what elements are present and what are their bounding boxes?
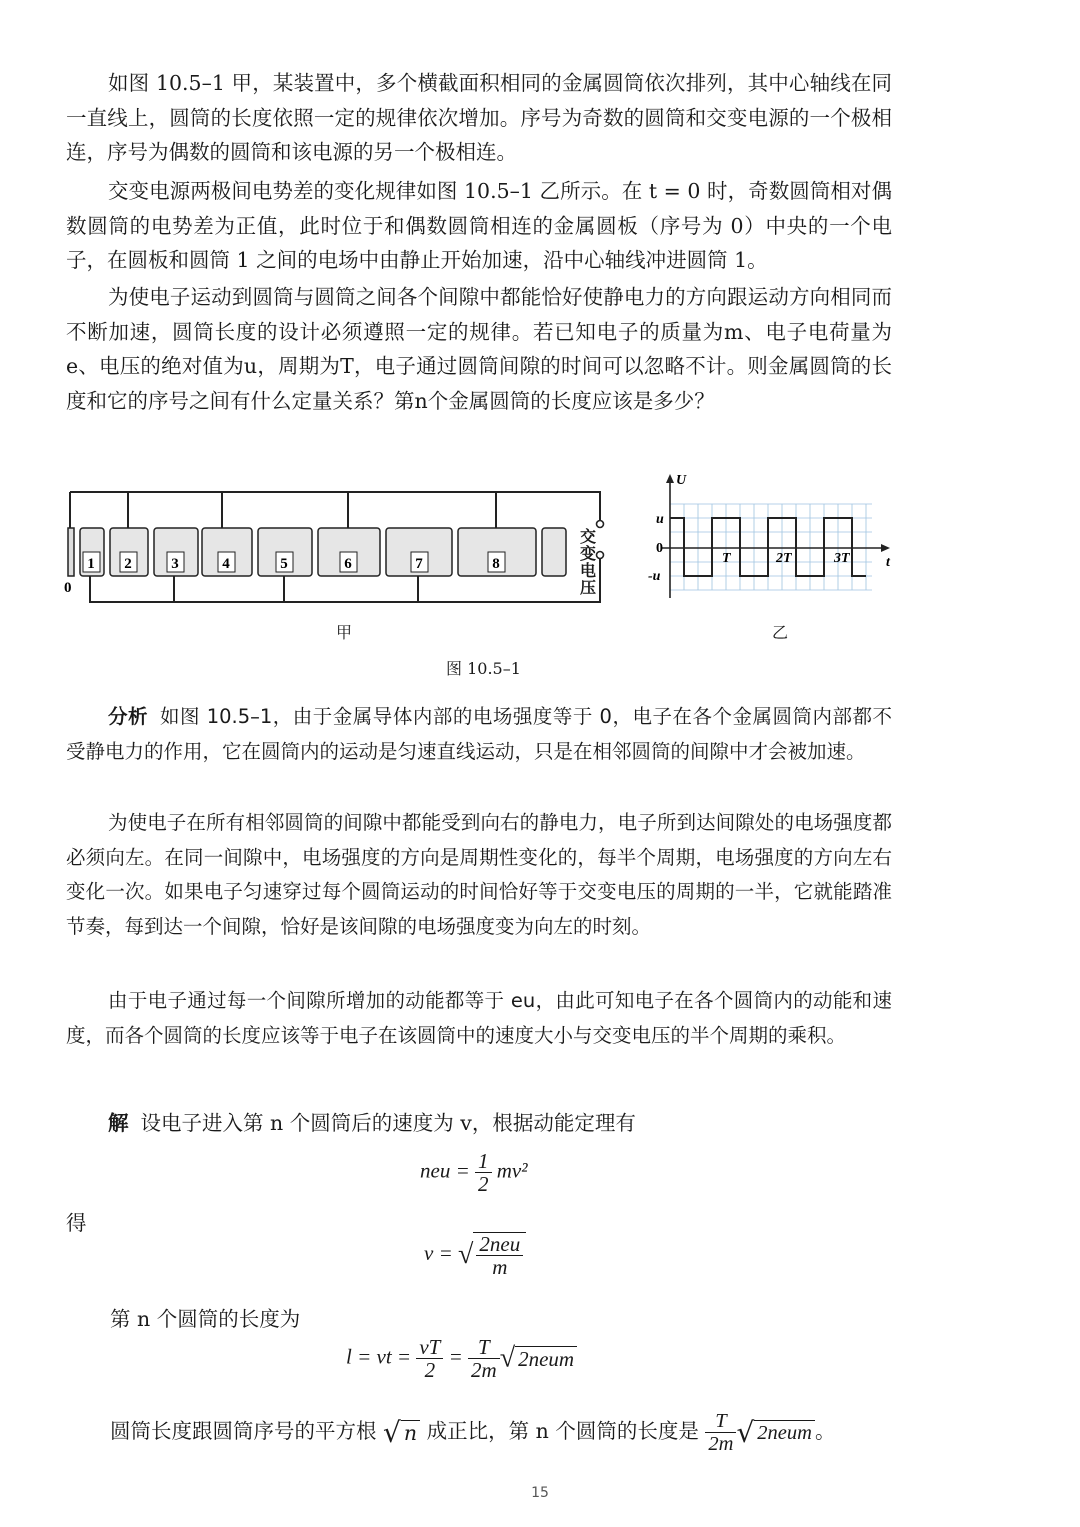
analysis-paragraph-3: 由于电子通过每一个间隙所增加的动能都等于 eu，由此可知电子在各个圆筒内的动能和速度，而各个圆筒的长度应该等于电子在该圆筒中的速度大小与交变电压的半个周期的乘积。 (66, 989, 892, 1047)
sqrt-icon: √ (383, 1416, 401, 1449)
cylinder-label-6: 6 (344, 556, 352, 572)
label-yi: 乙 (772, 623, 789, 642)
eq1-numerator: 1 (475, 1150, 492, 1173)
label-jia: 甲 (336, 623, 353, 642)
analysis-text-1: 如图 10.5–1，由于金属导体内部的电场强度等于 0，电子在各个金属圆筒内部都不受静电力的作用，它在圆筒内的运动是匀速直线运动，只是在相邻圆筒的间隙中才会被加速。 (66, 705, 892, 763)
tick-label-2T: 2T (776, 551, 792, 566)
conclusion-end: 。 (814, 1419, 836, 1443)
square-wave (670, 518, 866, 576)
sqrt-icon: √ (736, 1416, 755, 1449)
eq1-left: neu = (420, 1158, 470, 1183)
plate-0 (68, 528, 74, 576)
solution-intro-text: 设电子进入第 n 个圆筒后的速度为 v，根据动能定理有 (140, 1111, 636, 1135)
conclusion-part-a: 圆筒长度跟圆筒序号的平方根 (110, 1419, 377, 1443)
eq3-radicand: 2neum (515, 1346, 577, 1371)
level-neg-u-label: -u (648, 569, 661, 584)
equation-kinetic-energy (420, 1150, 528, 1195)
eq3-denominator-1: 2 (424, 1358, 436, 1382)
length-intro: 第 n 个圆筒的长度为 (110, 1307, 301, 1331)
plate-label-0: 0 (64, 580, 72, 596)
eq3-left: l = vt = (346, 1344, 412, 1369)
sqrt-icon: √ (458, 1239, 474, 1270)
cylinder-label-1: 1 (87, 556, 95, 572)
eq3-numerator-1: vT (416, 1336, 443, 1359)
equation-length (346, 1336, 577, 1381)
problem-paragraph-1: 如图 10.5–1 甲，某装置中，多个横截面积相同的金属圆筒依次排列，其中心轴线在同一直线上，圆筒的长度依照一定的规律依次增加。序号为奇数的圆筒和交变电源的一个极相连，序号为偶数的圆筒和该电源的另一个极相连。 (66, 71, 892, 164)
level-u-label: u (656, 512, 664, 527)
conclusion (110, 1410, 835, 1455)
eq2-left: v = (424, 1240, 453, 1265)
eq3-equals: = (448, 1344, 463, 1369)
equation-velocity (424, 1232, 526, 1278)
figure-jia-cylinders (60, 480, 620, 640)
problem-paragraph-2: 交变电源两极间电势差的变化规律如图 10.5–1 乙所示。在 t = 0 时，奇数圆筒相对偶数圆筒的电势差为正值，此时位于和偶数圆筒相连的金属圆板（序号为 0）中央的一个电子，在圆板和圆筒 1 之间的电场中由静止开始加速，沿中心轴线冲进圆筒 1。 (66, 179, 892, 272)
figure-caption: 图 10.5–1 (446, 659, 521, 678)
eq1-right: mv² (496, 1158, 528, 1183)
source-label: 交变电压 (580, 527, 597, 597)
conclusion-radicand: n (401, 1420, 420, 1445)
cylinder-label-7: 7 (415, 556, 423, 572)
eq3-denominator-2: 2m (471, 1358, 497, 1382)
conclusion-denominator: 2m (708, 1433, 734, 1455)
conclusion-radicand-2: 2neum (754, 1420, 815, 1445)
origin-label: 0 (656, 541, 663, 556)
axis-y-label: U (676, 473, 687, 488)
analysis-paragraph-2: 为使电子在所有相邻圆筒的间隙中都能受到向右的静电力，电子所到达间隙处的电场强度都必须向左。在同一间隙中，电场强度的方向是周期性变化的，每半个周期，电场强度的方向左右变化一次。如果电子匀速穿过每个圆筒运动的时间恰好等于交变电压的周期的一半，它就能踏准节奏，每到达一个间隙，恰好是该间隙的电场强度变为向左的时刻。 (66, 811, 892, 938)
problem-paragraph-3: 为使电子运动到圆筒与圆筒之间各个间隙中都能恰好使静电力的方向跟运动方向相同而不断加速，圆筒长度的设计必须遵照一定的规律。若已知电子的质量为m、电子电荷量为e、电压的绝对值为u，周期为T，电子通过圆筒间隙的时间可以忽略不计。则金属圆筒的长度和它的序号之间有什么定量关系？第n个金属圆筒的长度应该是多少？ (66, 285, 892, 413)
eq3-numerator-2: T (468, 1336, 500, 1359)
sqrt-icon: √ (499, 1342, 516, 1374)
axis-x-label: t (886, 555, 890, 570)
page-number: 15 (531, 1485, 549, 1501)
conclusion-numerator: T (705, 1410, 736, 1433)
eq2-numerator: 2neu (476, 1233, 523, 1256)
figure-yi-voltage-graph (640, 468, 900, 598)
cylinder-label-2: 2 (124, 556, 132, 572)
tick-label-3T: 3T (834, 551, 850, 566)
cylinder-label-8: 8 (492, 556, 500, 572)
eq1-denominator: 2 (478, 1172, 489, 1196)
solution-intro (66, 1106, 892, 1141)
analysis-heading: 分析 (108, 705, 149, 728)
tick-label-T: T (722, 551, 731, 566)
cylinder-label-5: 5 (280, 556, 288, 572)
cylinder-label-4: 4 (222, 556, 230, 572)
conclusion-part-b: 成正比，第 n 个圆筒的长度是 (426, 1419, 699, 1443)
eq2-denominator: m (492, 1255, 508, 1279)
cylinder-partial (542, 528, 566, 576)
cylinder-label-3: 3 (171, 556, 179, 572)
analysis-paragraph-1 (66, 700, 892, 769)
solution-heading: 解 (108, 1111, 129, 1135)
de-label: 得 (66, 1211, 87, 1235)
